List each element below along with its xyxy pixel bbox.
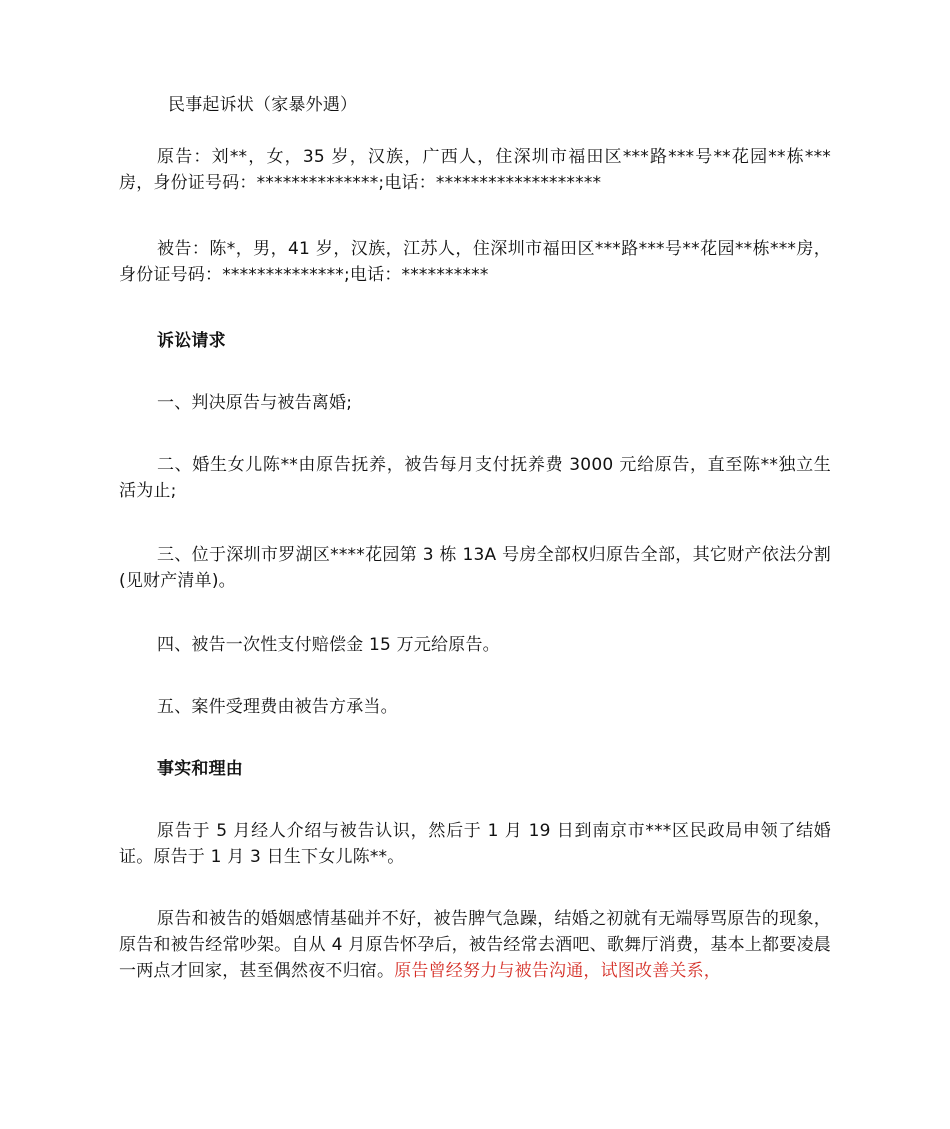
spacer xyxy=(119,870,831,906)
facts-heading: 事实和理由 xyxy=(157,759,243,779)
claim-item-1: 一、判决原告与被告离婚; xyxy=(157,393,353,413)
claim-item-3: 三、位于深圳市罗湖区****花园第 3 栋 13A 号房全部权归原告全部，其它财产依法分割(见财产清单)。 xyxy=(119,545,831,591)
spacer xyxy=(119,196,831,236)
claim-item-4: 四、被告一次性支付赔偿金 15 万元给原告。 xyxy=(157,635,500,655)
defendant-paragraph: 被告：陈*，男，41 岁，汉族，江苏人，住深圳市福田区***路***号**花园**栋***房，身份证号码：**************;电话：********** xyxy=(119,239,831,285)
document-body xyxy=(119,92,831,984)
spacer xyxy=(119,288,831,328)
claims-heading: 诉讼请求 xyxy=(157,331,226,351)
document-title: 民事起诉状（家暴外遇） xyxy=(168,95,358,115)
spacer xyxy=(119,504,831,542)
claim-item-5: 五、案件受理费由被告方承当。 xyxy=(157,697,398,717)
spacer xyxy=(119,594,831,632)
spacer xyxy=(119,782,831,818)
facts-paragraph-1: 原告于 5 月经人介绍与被告认识，然后于 1 月 19 日到南京市***区民政局申领了结婚证。原告于 1 月 3 日生下女儿陈**。 xyxy=(119,821,831,867)
facts-paragraph-2 xyxy=(119,906,831,984)
spacer xyxy=(119,720,831,756)
spacer xyxy=(119,658,831,694)
facts-paragraph-2-text: 原告和被告的婚姻感情基础并不好，被告脾气急躁，结婚之初就有无端辱骂原告的现象，原告和被告经常吵架。自从 4 月原告怀孕后，被告经常去酒吧、歌舞厅消费，基本上都要凌晨一两点才回家，甚至偶然夜不归宿。 xyxy=(119,909,831,981)
plaintiff-paragraph: 原告：刘**，女，35 岁，汉族，广西人，住深圳市福田区***路***号**花园**栋***房，身份证号码：**************;电话：******************* xyxy=(119,147,831,193)
claim-item-2: 二、婚生女儿陈**由原告抚养，被告每月支付抚养费 3000 元给原告，直至陈**独立生活为止; xyxy=(119,455,831,501)
spacer xyxy=(119,416,831,452)
spacer xyxy=(119,126,831,144)
spacer xyxy=(119,354,831,390)
facts-paragraph-2-highlight: 原告曾经努力与被告沟通，试图改善关系， xyxy=(394,961,722,981)
